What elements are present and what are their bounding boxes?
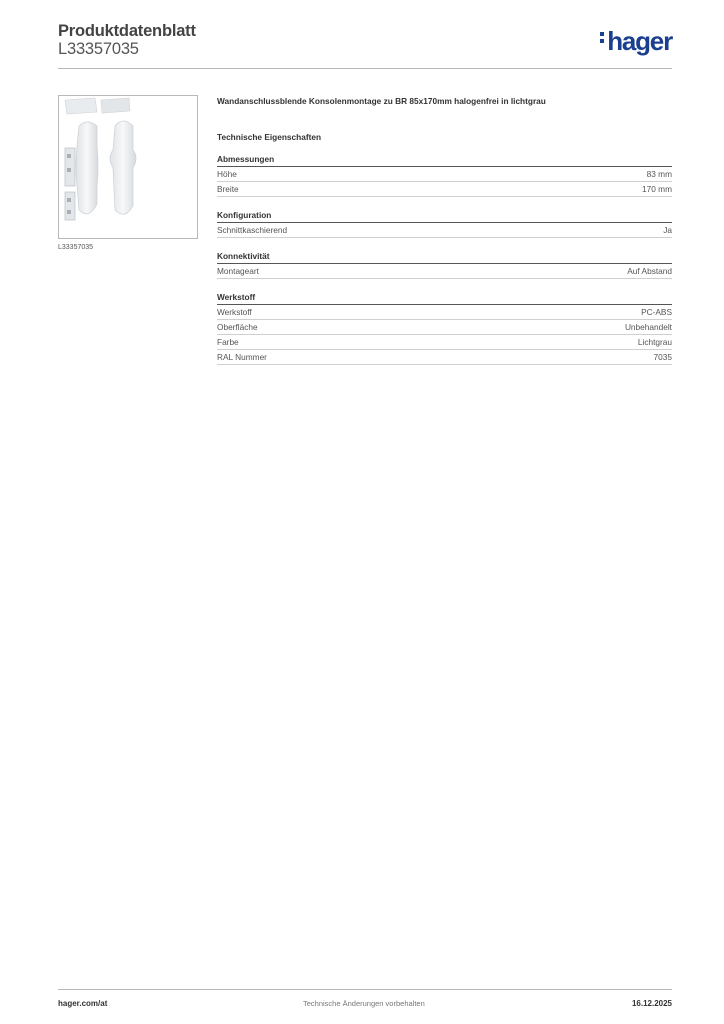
footer-date: 16.12.2025 bbox=[631, 999, 672, 1008]
table-row bbox=[217, 223, 672, 238]
table-row bbox=[217, 305, 672, 320]
header-divider bbox=[58, 68, 672, 69]
logo-text: hager bbox=[607, 26, 672, 56]
group-dimensions bbox=[217, 154, 672, 197]
row-label: RAL Nummer bbox=[217, 352, 267, 362]
row-value: 170 mm bbox=[642, 184, 672, 194]
footer-notice: Technische Änderungen vorbehalten bbox=[303, 999, 425, 1008]
image-caption: L33357035 bbox=[58, 244, 94, 251]
row-label: Schnittkaschierend bbox=[217, 225, 288, 235]
table-row bbox=[217, 335, 672, 350]
footer-website[interactable]: hager.com/at bbox=[58, 999, 108, 1008]
table-row bbox=[217, 350, 672, 365]
product-number: L33357035 bbox=[58, 40, 139, 58]
group-title: Abmessungen bbox=[217, 154, 672, 167]
group-material bbox=[217, 292, 672, 365]
page-header bbox=[58, 20, 672, 70]
table-row bbox=[217, 167, 672, 182]
row-value: Ja bbox=[663, 225, 672, 235]
document-title: Produktdatenblatt bbox=[58, 22, 196, 40]
row-label: Montageart bbox=[217, 266, 259, 276]
row-value: PC-ABS bbox=[641, 307, 672, 317]
group-title: Werkstoff bbox=[217, 292, 672, 305]
product-description: Wandanschlussblende Konsolenmontage zu BR 85x170mm halogenfrei in lichtgrau bbox=[217, 96, 546, 106]
row-value: Auf Abstand bbox=[627, 266, 672, 276]
row-label: Höhe bbox=[217, 169, 237, 179]
table-row bbox=[217, 264, 672, 279]
row-label: Oberfläche bbox=[217, 322, 258, 332]
footer-divider bbox=[58, 989, 672, 990]
row-value: 83 mm bbox=[646, 169, 672, 179]
row-label: Werkstoff bbox=[217, 307, 252, 317]
group-connectivity bbox=[217, 251, 672, 279]
row-value: Unbehandelt bbox=[624, 322, 672, 332]
group-title: Konnektivität bbox=[217, 251, 672, 264]
table-row bbox=[217, 182, 672, 197]
hager-logo bbox=[600, 28, 672, 54]
product-photo-icon bbox=[59, 96, 197, 238]
logo-colon-icon bbox=[600, 29, 604, 46]
row-label: Breite bbox=[217, 184, 239, 194]
group-configuration bbox=[217, 210, 672, 238]
row-value: Lichtgrau bbox=[637, 337, 672, 347]
product-image bbox=[58, 95, 198, 239]
section-heading: Technische Eigenschaften bbox=[217, 132, 322, 142]
row-label: Farbe bbox=[217, 337, 239, 347]
table-row bbox=[217, 320, 672, 335]
product-details bbox=[217, 96, 672, 365]
row-value: 7035 bbox=[653, 352, 672, 362]
group-title: Konfiguration bbox=[217, 210, 672, 223]
